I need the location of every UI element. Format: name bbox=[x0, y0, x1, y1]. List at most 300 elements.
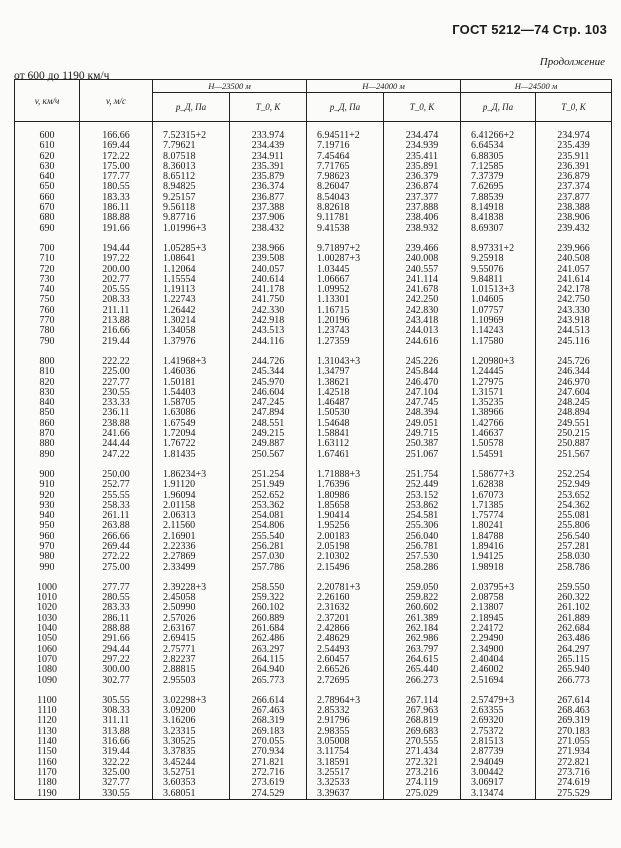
col-header-v-ms: v, м/с bbox=[80, 80, 153, 122]
cell-pressure-2: 8.82618 bbox=[307, 203, 384, 213]
cell-temp-2: 254.581 bbox=[384, 511, 461, 521]
cell-temp-1: 236.877 bbox=[230, 193, 307, 203]
cell-pressure-2: 9.71897+2 bbox=[307, 234, 384, 254]
cell-temp-1: 251.254 bbox=[230, 460, 307, 480]
cell-v-ms: 241.66 bbox=[80, 429, 153, 439]
cell-pressure-1: 9.87716 bbox=[153, 213, 230, 223]
table-row bbox=[15, 347, 612, 367]
cell-pressure-1: 3.30525 bbox=[153, 737, 230, 747]
cell-pressure-2: 2.42866 bbox=[307, 624, 384, 634]
table-block bbox=[15, 573, 612, 686]
cell-pressure-1: 2.57026 bbox=[153, 614, 230, 624]
cell-temp-2: 236.874 bbox=[384, 182, 461, 192]
cell-v-kmh: 670 bbox=[15, 203, 80, 213]
cell-v-kmh: 630 bbox=[15, 162, 80, 172]
speed-range-label: от 600 до 1190 км/ч bbox=[14, 70, 110, 82]
cell-temp-1: 237.906 bbox=[230, 213, 307, 223]
cell-pressure-3: 2.29490 bbox=[461, 634, 536, 644]
cell-v-kmh: 760 bbox=[15, 306, 80, 316]
cell-temp-2: 237.888 bbox=[384, 203, 461, 213]
col-header-altitude-3: H—24500 м bbox=[461, 80, 612, 93]
col-header-v-kmh: v, км/ч bbox=[15, 80, 80, 122]
cell-temp-2: 236.379 bbox=[384, 172, 461, 182]
cell-temp-3: 244.513 bbox=[536, 326, 612, 336]
cell-temp-3: 269.319 bbox=[536, 716, 612, 726]
cell-pressure-3: 2.13807 bbox=[461, 603, 536, 613]
table-row bbox=[15, 224, 612, 234]
cell-pressure-2: 7.19716 bbox=[307, 141, 384, 151]
cell-v-ms: 194.44 bbox=[80, 234, 153, 254]
cell-v-ms: 202.77 bbox=[80, 275, 153, 285]
cell-v-kmh: 880 bbox=[15, 439, 80, 449]
cell-pressure-1: 2.82237 bbox=[153, 655, 230, 665]
cell-temp-3: 258.030 bbox=[536, 552, 612, 562]
cell-pressure-3: 2.03795+3 bbox=[461, 573, 536, 593]
cell-v-kmh: 1160 bbox=[15, 758, 80, 768]
cell-temp-2: 245.844 bbox=[384, 367, 461, 377]
cell-pressure-2: 3.25517 bbox=[307, 768, 384, 778]
cell-pressure-3: 1.84788 bbox=[461, 532, 536, 542]
col-header-pressure-3: p_Д, Па bbox=[461, 93, 536, 122]
cell-temp-2: 249.715 bbox=[384, 429, 461, 439]
cell-v-ms: 277.77 bbox=[80, 573, 153, 593]
cell-pressure-1: 1.30214 bbox=[153, 316, 230, 326]
cell-temp-3: 247.604 bbox=[536, 388, 612, 398]
cell-temp-3: 241.057 bbox=[536, 265, 612, 275]
cell-pressure-3: 1.50578 bbox=[461, 439, 536, 449]
cell-temp-2: 235.891 bbox=[384, 162, 461, 172]
cell-v-ms: 272.22 bbox=[80, 552, 153, 562]
cell-pressure-3: 1.14243 bbox=[461, 326, 536, 336]
cell-temp-3: 265.940 bbox=[536, 665, 612, 675]
table-row bbox=[15, 450, 612, 460]
cell-pressure-3: 8.41838 bbox=[461, 213, 536, 223]
cell-temp-3: 242.750 bbox=[536, 295, 612, 305]
cell-pressure-2: 1.34797 bbox=[307, 367, 384, 377]
cell-temp-1: 273.619 bbox=[230, 778, 307, 788]
cell-v-ms: 311.11 bbox=[80, 716, 153, 726]
cell-pressure-1: 2.16901 bbox=[153, 532, 230, 542]
cell-pressure-3: 2.46002 bbox=[461, 665, 536, 675]
cell-temp-2: 257.530 bbox=[384, 552, 461, 562]
cell-v-ms: 222.22 bbox=[80, 347, 153, 367]
cell-temp-2: 235.411 bbox=[384, 152, 461, 162]
cell-v-ms: 213.88 bbox=[80, 316, 153, 326]
cell-temp-1: 270.934 bbox=[230, 747, 307, 757]
cell-pressure-3: 1.38966 bbox=[461, 408, 536, 418]
cell-pressure-1: 1.15554 bbox=[153, 275, 230, 285]
cell-temp-2: 244.013 bbox=[384, 326, 461, 336]
cell-temp-2: 253.862 bbox=[384, 501, 461, 511]
cell-temp-1: 241.750 bbox=[230, 295, 307, 305]
cell-temp-1: 272.716 bbox=[230, 768, 307, 778]
cell-v-ms: 233.33 bbox=[80, 398, 153, 408]
table-row bbox=[15, 337, 612, 347]
cell-v-ms: 166.66 bbox=[80, 122, 153, 142]
cell-pressure-1: 8.94825 bbox=[153, 182, 230, 192]
cell-v-kmh: 980 bbox=[15, 552, 80, 562]
cell-pressure-1: 1.81435 bbox=[153, 450, 230, 460]
cell-temp-3: 263.486 bbox=[536, 634, 612, 644]
cell-temp-2: 246.470 bbox=[384, 378, 461, 388]
cell-temp-1: 243.513 bbox=[230, 326, 307, 336]
cell-temp-2: 266.273 bbox=[384, 676, 461, 686]
cell-v-ms: 263.88 bbox=[80, 521, 153, 531]
cell-pressure-1: 1.63086 bbox=[153, 408, 230, 418]
atmosphere-data-table bbox=[14, 79, 612, 800]
cell-v-kmh: 840 bbox=[15, 398, 80, 408]
cell-v-ms: 300.00 bbox=[80, 665, 153, 675]
cell-v-ms: 294.44 bbox=[80, 645, 153, 655]
cell-temp-2: 249.051 bbox=[384, 419, 461, 429]
cell-pressure-2: 2.78964+3 bbox=[307, 686, 384, 706]
cell-temp-1: 250.567 bbox=[230, 450, 307, 460]
cell-v-kmh: 860 bbox=[15, 419, 80, 429]
cell-pressure-3: 1.04605 bbox=[461, 295, 536, 305]
cell-temp-2: 258.286 bbox=[384, 563, 461, 573]
cell-temp-3: 253.652 bbox=[536, 491, 612, 501]
cell-pressure-2: 1.00287+3 bbox=[307, 254, 384, 264]
cell-v-kmh: 1110 bbox=[15, 706, 80, 716]
cell-temp-3: 245.116 bbox=[536, 337, 612, 347]
cell-v-kmh: 640 bbox=[15, 172, 80, 182]
cell-pressure-2: 2.37201 bbox=[307, 614, 384, 624]
cell-temp-1: 235.391 bbox=[230, 162, 307, 172]
cell-pressure-3: 1.31571 bbox=[461, 388, 536, 398]
cell-temp-2: 239.466 bbox=[384, 234, 461, 254]
table-row bbox=[15, 367, 612, 377]
cell-pressure-2: 1.38621 bbox=[307, 378, 384, 388]
cell-temp-1: 252.652 bbox=[230, 491, 307, 501]
cell-pressure-2: 2.48629 bbox=[307, 634, 384, 644]
cell-temp-3: 236.391 bbox=[536, 162, 612, 172]
cell-v-kmh: 600 bbox=[15, 122, 80, 142]
cell-temp-1: 274.529 bbox=[230, 789, 307, 800]
cell-temp-3: 273.716 bbox=[536, 768, 612, 778]
table-row bbox=[15, 789, 612, 800]
cell-temp-2: 238.932 bbox=[384, 224, 461, 234]
cell-v-kmh: 1020 bbox=[15, 603, 80, 613]
cell-v-ms: 275.00 bbox=[80, 563, 153, 573]
cell-pressure-2: 2.72695 bbox=[307, 676, 384, 686]
cell-pressure-1: 2.39228+3 bbox=[153, 573, 230, 593]
cell-temp-1: 264.940 bbox=[230, 665, 307, 675]
cell-v-ms: 322.22 bbox=[80, 758, 153, 768]
cell-v-ms: 191.66 bbox=[80, 224, 153, 234]
cell-pressure-1: 7.79621 bbox=[153, 141, 230, 151]
cell-temp-1: 242.330 bbox=[230, 306, 307, 316]
cell-temp-3: 252.949 bbox=[536, 480, 612, 490]
cell-v-kmh: 830 bbox=[15, 388, 80, 398]
cell-v-kmh: 1090 bbox=[15, 676, 80, 686]
cell-pressure-1: 1.91120 bbox=[153, 480, 230, 490]
cell-v-kmh: 1000 bbox=[15, 573, 80, 593]
cell-pressure-2: 1.27359 bbox=[307, 337, 384, 347]
cell-v-kmh: 1180 bbox=[15, 778, 80, 788]
cell-v-ms: 211.11 bbox=[80, 306, 153, 316]
cell-pressure-2: 1.54648 bbox=[307, 419, 384, 429]
cell-pressure-3: 6.41266+2 bbox=[461, 122, 536, 142]
cell-pressure-3: 1.17580 bbox=[461, 337, 536, 347]
cell-temp-1: 267.463 bbox=[230, 706, 307, 716]
cell-temp-2: 247.104 bbox=[384, 388, 461, 398]
cell-pressure-2: 2.54493 bbox=[307, 645, 384, 655]
cell-pressure-3: 1.54591 bbox=[461, 450, 536, 460]
cell-pressure-3: 1.20980+3 bbox=[461, 347, 536, 367]
cell-pressure-3: 1.01513+3 bbox=[461, 285, 536, 295]
cell-pressure-3: 9.55076 bbox=[461, 265, 536, 275]
col-header-altitude-2: H—24000 м bbox=[307, 80, 461, 93]
cell-v-ms: 258.33 bbox=[80, 501, 153, 511]
cell-pressure-3: 2.69320 bbox=[461, 716, 536, 726]
cell-pressure-1: 3.37835 bbox=[153, 747, 230, 757]
cell-temp-2: 234.939 bbox=[384, 141, 461, 151]
cell-v-kmh: 780 bbox=[15, 326, 80, 336]
cell-temp-2: 256.781 bbox=[384, 542, 461, 552]
cell-pressure-3: 1.46637 bbox=[461, 429, 536, 439]
cell-pressure-3: 2.34900 bbox=[461, 645, 536, 655]
cell-pressure-1: 1.72094 bbox=[153, 429, 230, 439]
cell-temp-2: 250.387 bbox=[384, 439, 461, 449]
cell-temp-2: 247.745 bbox=[384, 398, 461, 408]
cell-v-ms: 266.66 bbox=[80, 532, 153, 542]
cell-v-ms: 288.88 bbox=[80, 624, 153, 634]
cell-temp-3: 252.254 bbox=[536, 460, 612, 480]
cell-pressure-3: 2.63355 bbox=[461, 706, 536, 716]
cell-pressure-1: 9.56118 bbox=[153, 203, 230, 213]
cell-temp-3: 239.966 bbox=[536, 234, 612, 254]
cell-pressure-1: 1.37976 bbox=[153, 337, 230, 347]
cell-temp-3: 268.463 bbox=[536, 706, 612, 716]
cell-temp-1: 249.215 bbox=[230, 429, 307, 439]
cell-v-ms: 305.55 bbox=[80, 686, 153, 706]
cell-temp-1: 235.879 bbox=[230, 172, 307, 182]
cell-pressure-3: 2.24172 bbox=[461, 624, 536, 634]
page-header-title: ГОСТ 5212—74 Стр. 103 bbox=[452, 22, 607, 37]
cell-temp-3: 256.540 bbox=[536, 532, 612, 542]
cell-pressure-2: 2.85332 bbox=[307, 706, 384, 716]
cell-temp-3: 262.684 bbox=[536, 624, 612, 634]
table-block bbox=[15, 234, 612, 347]
col-header-temp-2: T_0, К bbox=[384, 93, 461, 122]
cell-pressure-3: 1.75774 bbox=[461, 511, 536, 521]
cell-pressure-1: 1.41968+3 bbox=[153, 347, 230, 367]
cell-pressure-3: 1.98918 bbox=[461, 563, 536, 573]
cell-temp-2: 274.119 bbox=[384, 778, 461, 788]
cell-temp-1: 268.319 bbox=[230, 716, 307, 726]
cell-pressure-1: 1.22743 bbox=[153, 295, 230, 305]
cell-v-kmh: 740 bbox=[15, 285, 80, 295]
cell-v-kmh: 930 bbox=[15, 501, 80, 511]
cell-v-ms: 319.44 bbox=[80, 747, 153, 757]
cell-pressure-1: 1.50181 bbox=[153, 378, 230, 388]
cell-pressure-2: 8.26047 bbox=[307, 182, 384, 192]
cell-v-kmh: 1060 bbox=[15, 645, 80, 655]
cell-temp-3: 251.567 bbox=[536, 450, 612, 460]
cell-v-kmh: 1080 bbox=[15, 665, 80, 675]
cell-temp-1: 248.551 bbox=[230, 419, 307, 429]
cell-pressure-3: 1.62838 bbox=[461, 480, 536, 490]
cell-v-kmh: 700 bbox=[15, 234, 80, 254]
cell-v-ms: 313.88 bbox=[80, 727, 153, 737]
cell-v-kmh: 1170 bbox=[15, 768, 80, 778]
cell-v-kmh: 950 bbox=[15, 521, 80, 531]
cell-temp-3: 242.178 bbox=[536, 285, 612, 295]
cell-pressure-2: 1.46487 bbox=[307, 398, 384, 408]
cell-temp-1: 241.178 bbox=[230, 285, 307, 295]
cell-temp-2: 271.434 bbox=[384, 747, 461, 757]
cell-temp-1: 237.388 bbox=[230, 203, 307, 213]
cell-temp-3: 234.974 bbox=[536, 122, 612, 142]
cell-v-kmh: 1100 bbox=[15, 686, 80, 706]
cell-v-ms: 172.22 bbox=[80, 152, 153, 162]
cell-temp-1: 260.889 bbox=[230, 614, 307, 624]
table-row bbox=[15, 563, 612, 573]
cell-v-kmh: 820 bbox=[15, 378, 80, 388]
cell-temp-2: 248.394 bbox=[384, 408, 461, 418]
cell-pressure-2: 3.39637 bbox=[307, 789, 384, 800]
cell-v-kmh: 620 bbox=[15, 152, 80, 162]
cell-temp-1: 260.102 bbox=[230, 603, 307, 613]
cell-pressure-2: 3.18591 bbox=[307, 758, 384, 768]
cell-pressure-3: 1.10969 bbox=[461, 316, 536, 326]
cell-pressure-1: 1.05285+3 bbox=[153, 234, 230, 254]
cell-v-kmh: 900 bbox=[15, 460, 80, 480]
cell-temp-2: 237.377 bbox=[384, 193, 461, 203]
cell-pressure-3: 8.69307 bbox=[461, 224, 536, 234]
cell-temp-1: 255.540 bbox=[230, 532, 307, 542]
cell-v-ms: 208.33 bbox=[80, 295, 153, 305]
cell-pressure-3: 1.67073 bbox=[461, 491, 536, 501]
cell-temp-2: 241.114 bbox=[384, 275, 461, 285]
cell-temp-1: 257.786 bbox=[230, 563, 307, 573]
cell-temp-2: 259.822 bbox=[384, 593, 461, 603]
cell-pressure-2: 1.95256 bbox=[307, 521, 384, 531]
cell-v-kmh: 1140 bbox=[15, 737, 80, 747]
table-row bbox=[15, 573, 612, 593]
cell-pressure-1: 1.67549 bbox=[153, 419, 230, 429]
cell-v-kmh: 870 bbox=[15, 429, 80, 439]
cell-v-kmh: 690 bbox=[15, 224, 80, 234]
cell-v-kmh: 850 bbox=[15, 408, 80, 418]
cell-v-kmh: 790 bbox=[15, 337, 80, 347]
cell-temp-2: 261.389 bbox=[384, 614, 461, 624]
col-header-pressure-1: p_Д, Па bbox=[153, 93, 230, 122]
cell-pressure-3: 1.89416 bbox=[461, 542, 536, 552]
cell-pressure-2: 1.09952 bbox=[307, 285, 384, 295]
cell-pressure-1: 1.86234+3 bbox=[153, 460, 230, 480]
cell-pressure-1: 8.07518 bbox=[153, 152, 230, 162]
cell-temp-3: 238.388 bbox=[536, 203, 612, 213]
cell-pressure-2: 2.10302 bbox=[307, 552, 384, 562]
cell-v-kmh: 910 bbox=[15, 480, 80, 490]
cell-temp-2: 275.029 bbox=[384, 789, 461, 800]
cell-pressure-2: 3.32533 bbox=[307, 778, 384, 788]
cell-v-kmh: 810 bbox=[15, 367, 80, 377]
cell-pressure-3: 1.42766 bbox=[461, 419, 536, 429]
cell-pressure-2: 1.85658 bbox=[307, 501, 384, 511]
cell-v-ms: 247.22 bbox=[80, 450, 153, 460]
cell-pressure-1: 3.52751 bbox=[153, 768, 230, 778]
cell-temp-3: 255.081 bbox=[536, 511, 612, 521]
cell-pressure-3: 6.64534 bbox=[461, 141, 536, 151]
cell-pressure-1: 3.45244 bbox=[153, 758, 230, 768]
cell-pressure-1: 1.54403 bbox=[153, 388, 230, 398]
cell-pressure-1: 3.60353 bbox=[153, 778, 230, 788]
cell-temp-3: 237.374 bbox=[536, 182, 612, 192]
cell-temp-2: 252.449 bbox=[384, 480, 461, 490]
cell-temp-2: 273.216 bbox=[384, 768, 461, 778]
cell-pressure-3: 2.87739 bbox=[461, 747, 536, 757]
cell-pressure-2: 1.67461 bbox=[307, 450, 384, 460]
cell-temp-1: 245.970 bbox=[230, 378, 307, 388]
cell-v-ms: 225.00 bbox=[80, 367, 153, 377]
cell-v-kmh: 1030 bbox=[15, 614, 80, 624]
cell-temp-1: 258.550 bbox=[230, 573, 307, 593]
cell-temp-1: 244.726 bbox=[230, 347, 307, 367]
cell-v-ms: 269.44 bbox=[80, 542, 153, 552]
cell-pressure-3: 7.88539 bbox=[461, 193, 536, 203]
cell-v-kmh: 660 bbox=[15, 193, 80, 203]
cell-v-kmh: 770 bbox=[15, 316, 80, 326]
cell-temp-1: 246.604 bbox=[230, 388, 307, 398]
cell-v-kmh: 750 bbox=[15, 295, 80, 305]
cell-v-ms: 250.00 bbox=[80, 460, 153, 480]
cell-temp-1: 263.297 bbox=[230, 645, 307, 655]
cell-pressure-1: 2.88815 bbox=[153, 665, 230, 675]
cell-temp-2: 251.067 bbox=[384, 450, 461, 460]
cell-pressure-1: 2.75771 bbox=[153, 645, 230, 655]
cell-temp-2: 264.615 bbox=[384, 655, 461, 665]
cell-temp-3: 249.551 bbox=[536, 419, 612, 429]
cell-pressure-1: 2.50990 bbox=[153, 603, 230, 613]
continued-label: Продолжение bbox=[539, 56, 605, 68]
cell-pressure-3: 1.27975 bbox=[461, 378, 536, 388]
cell-pressure-1: 1.08641 bbox=[153, 254, 230, 264]
cell-pressure-3: 6.88305 bbox=[461, 152, 536, 162]
cell-pressure-1: 1.96094 bbox=[153, 491, 230, 501]
cell-pressure-3: 2.75372 bbox=[461, 727, 536, 737]
cell-pressure-2: 2.98355 bbox=[307, 727, 384, 737]
cell-pressure-3: 1.07757 bbox=[461, 306, 536, 316]
cell-temp-1: 249.887 bbox=[230, 439, 307, 449]
cell-v-ms: 283.33 bbox=[80, 603, 153, 613]
cell-pressure-2: 2.15496 bbox=[307, 563, 384, 573]
cell-v-ms: 175.00 bbox=[80, 162, 153, 172]
cell-pressure-1: 2.27869 bbox=[153, 552, 230, 562]
cell-v-kmh: 1040 bbox=[15, 624, 80, 634]
cell-pressure-3: 1.94125 bbox=[461, 552, 536, 562]
table-row bbox=[15, 676, 612, 686]
cell-temp-3: 237.877 bbox=[536, 193, 612, 203]
cell-temp-1: 233.974 bbox=[230, 122, 307, 142]
cell-pressure-3: 2.81513 bbox=[461, 737, 536, 747]
cell-v-kmh: 920 bbox=[15, 491, 80, 501]
cell-temp-3: 240.508 bbox=[536, 254, 612, 264]
cell-pressure-3: 7.37379 bbox=[461, 172, 536, 182]
cell-temp-3: 270.183 bbox=[536, 727, 612, 737]
cell-temp-2: 256.040 bbox=[384, 532, 461, 542]
cell-pressure-3: 7.12585 bbox=[461, 162, 536, 172]
cell-v-kmh: 1190 bbox=[15, 789, 80, 800]
cell-temp-3: 236.879 bbox=[536, 172, 612, 182]
cell-v-ms: 238.88 bbox=[80, 419, 153, 429]
cell-v-kmh: 680 bbox=[15, 213, 80, 223]
cell-temp-3: 238.906 bbox=[536, 213, 612, 223]
cell-v-ms: 216.66 bbox=[80, 326, 153, 336]
cell-temp-3: 241.614 bbox=[536, 275, 612, 285]
cell-temp-1: 239.508 bbox=[230, 254, 307, 264]
